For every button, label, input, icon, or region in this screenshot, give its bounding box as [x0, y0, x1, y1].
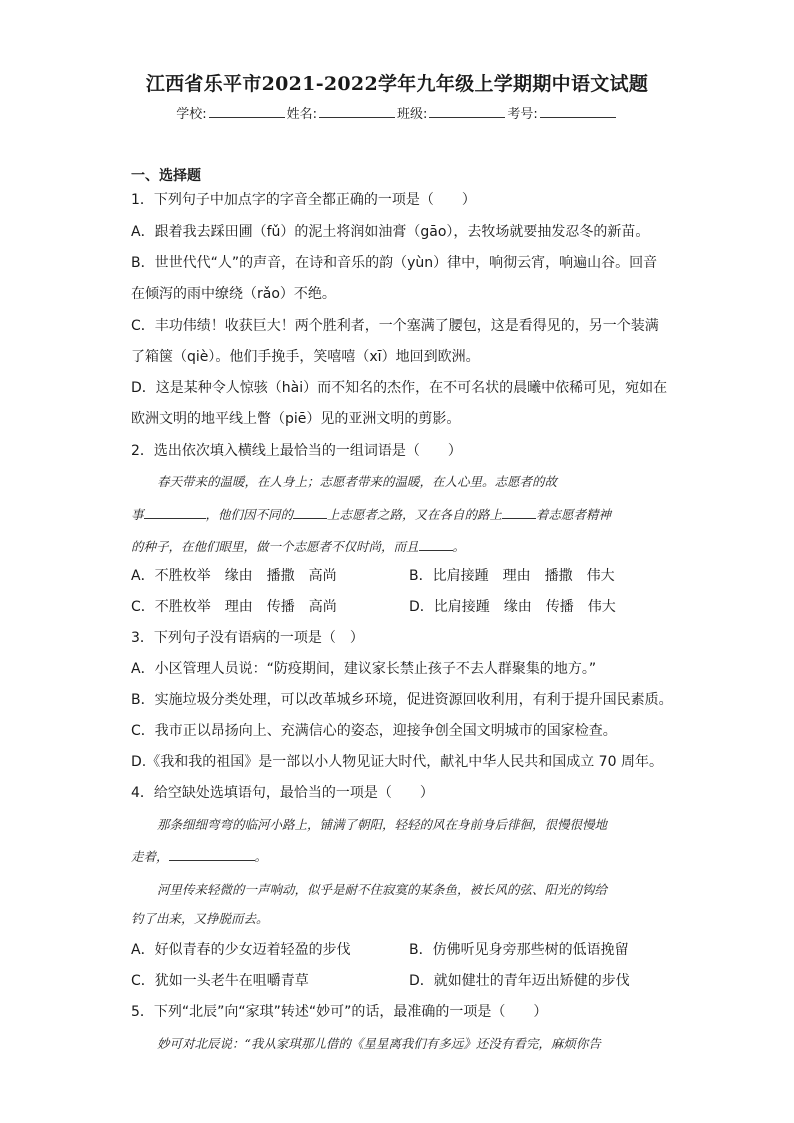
q4-option-b: B．仿佛听见身旁那些树的低语挽留	[409, 942, 629, 958]
q2-stem: 2．选出依次填入横线上最恰当的一组词语是（ ）	[131, 443, 462, 459]
school-label: 学校:	[176, 107, 207, 122]
q2-option-c: C．不胜枚举 理由 传播 高尚	[131, 599, 337, 615]
q1-option-a: A．跟着我去踩田圃（fǔ）的泥土将润如油膏（gāo），去牧场就要抽发忍冬的新苗。	[131, 224, 650, 240]
student-info-row	[0, 103, 794, 122]
q4-option-d: D．就如健壮的青年迈出矫健的步伐	[409, 973, 630, 989]
name-label: 姓名:	[286, 107, 317, 122]
q1-option-b-cont: 在倾泻的雨中缭绕（rǎo）不绝。	[131, 286, 336, 302]
q2-blank-2[interactable]	[293, 506, 327, 519]
q1-option-d: D．这是某种令人惊骇（hài）而不知名的杰作，在不可名状的晨曦中依稀可见，宛如在	[131, 380, 668, 396]
q2-text: ，他们因不同的	[205, 507, 294, 522]
q2-text: 的种子，在他们眼里，做一个志愿者不仅时尚，而且	[131, 539, 419, 554]
q2-blank-3[interactable]	[502, 506, 536, 519]
q3-option-a: A．小区管理人员说：“防疫期间，建议家长禁止孩子不去人群聚集的地方。”	[131, 661, 597, 677]
section-heading: 一、选择题	[131, 168, 201, 184]
name-blank[interactable]	[319, 105, 395, 118]
number-label: 考号:	[507, 107, 538, 122]
q4-option-c: C．犹如一头老牛在咀嚼青草	[131, 973, 309, 989]
q4-text: 走着，	[131, 849, 169, 864]
q4-text: 。	[254, 849, 268, 864]
q2-text: 。	[452, 539, 466, 554]
q3-option-d: D.《我和我的祖国》是一部以小人物见证大时代，献礼中华人民共和国成立 70 周年。	[131, 754, 663, 770]
q2-blank-4[interactable]	[419, 538, 453, 551]
q4-blank[interactable]	[169, 848, 255, 861]
q1-option-c: C．丰功伟绩！收获巨大！两个胜利者，一个塞满了腰包，这是看得见的，另一个装满	[131, 318, 659, 334]
q2-option-b: B．比肩接踵 理由 播撒 伟大	[409, 568, 615, 584]
q5-passage-line1: 妙可对北辰说：“我从家琪那儿借的《星星离我们有多远》还没有看完，麻烦你告	[157, 1036, 601, 1051]
q3-stem: 3．下列句子没有语病的一项是（ ）	[131, 630, 364, 646]
q4-option-a: A．好似青春的少女迈着轻盈的步伐	[131, 942, 351, 958]
q2-text: 上志愿者之路，又在各自的路上	[327, 507, 503, 522]
q4-passage-line3: 河里传来轻微的一声响动，似乎是耐不住寂寞的某条鱼，被长风的弦、阳光的钩给	[157, 882, 608, 897]
school-blank[interactable]	[209, 105, 285, 118]
q1-option-c-cont: 了箱箧（qiè）。他们手挽手，笑嘻嘻（xī）地回到欧洲。	[131, 349, 480, 365]
class-blank[interactable]	[429, 105, 505, 118]
q4-stem: 4．给空缺处选填语句，最恰当的一项是（ ）	[131, 785, 434, 801]
q5-stem: 5．下列“北辰”向“家琪”转述“妙可”的话，最准确的一项是（ ）	[131, 1004, 548, 1020]
q2-text: 事	[131, 507, 144, 522]
exam-title: 江西省乐平市2021-2022学年九年级上学期期中语文试题	[145, 73, 649, 95]
q2-passage-line3	[131, 537, 465, 557]
q1-stem: 1．下列句子中加点字的字音全都正确的一项是（ ）	[131, 192, 476, 208]
q2-passage-line2	[131, 505, 611, 525]
q1-option-d-cont: 欧洲文明的地平线上瞥（piē）见的亚洲文明的剪影。	[131, 411, 461, 427]
class-label: 班级:	[397, 107, 428, 122]
q2-option-a: A．不胜枚举 缘由 播撒 高尚	[131, 568, 337, 584]
q2-blank-1[interactable]	[144, 506, 206, 519]
q3-option-c: C．我市正以昂扬向上、充满信心的姿态，迎接争创全国文明城市的国家检查。	[131, 723, 617, 739]
q2-text: 着志愿者精神	[536, 507, 612, 522]
q4-passage-line1: 那条细细弯弯的临河小路上，铺满了朝阳，轻轻的风在身前身后徘徊，很慢很慢地	[157, 817, 608, 832]
q4-passage-line2	[131, 847, 267, 867]
q1-option-b: B．世世代代“人”的声音，在诗和音乐的韵（yùn）律中，响彻云宵，响遍山谷。回音	[131, 255, 658, 271]
q2-passage-line1: 春天带来的温暖，在人身上；志愿者带来的温暖，在人心里。志愿者的故	[157, 474, 558, 489]
q4-passage-line4: 钓了出来，又挣脱而去。	[131, 911, 269, 926]
number-blank[interactable]	[540, 105, 616, 118]
q2-option-d: D．比肩接踵 缘由 传播 伟大	[409, 599, 616, 615]
q3-option-b: B．实施垃圾分类处理，可以改革城乡环境，促进资源回收利用，有利于提升国民素质。	[131, 692, 673, 708]
